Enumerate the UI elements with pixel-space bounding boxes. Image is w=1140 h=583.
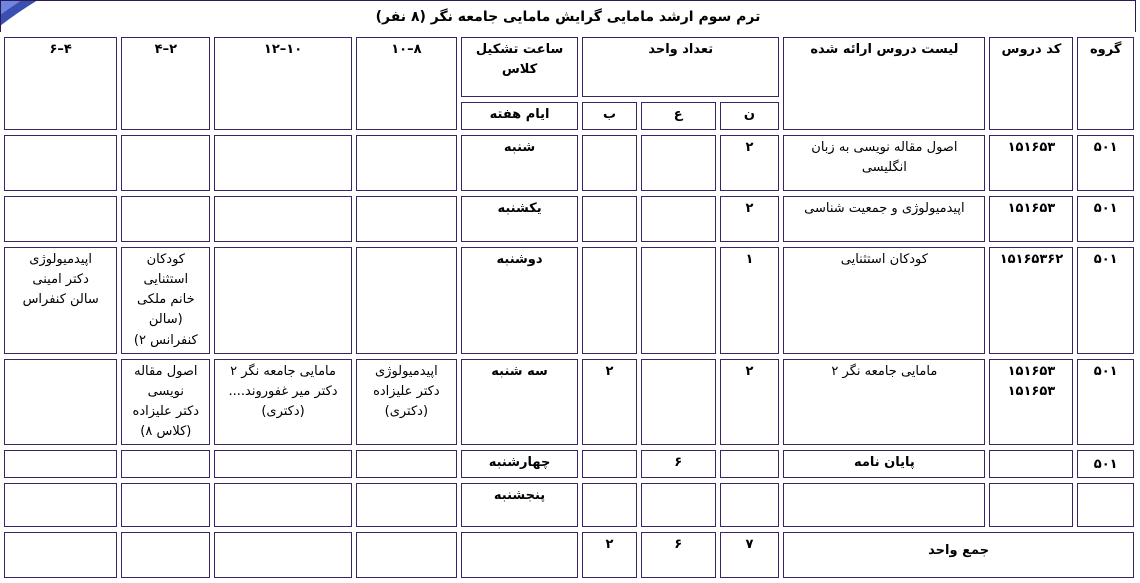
slot-10-12-cell [214, 450, 352, 478]
course-name-cell: اپیدمیولوژی و جمعیت شناسی [783, 196, 985, 242]
units-b-cell [582, 247, 637, 354]
header-course-list: لیست دروس ارائه شده [783, 37, 985, 130]
units-n-cell: ۱ [720, 247, 780, 354]
slot-10-12-cell [214, 247, 352, 354]
total-row [4, 532, 1134, 578]
header-time-8-10: ۸–۱۰ [356, 37, 457, 130]
header-units-n: ن [720, 102, 780, 130]
total-units-n: ۷ [720, 532, 780, 578]
units-n-cell: ۲ [720, 135, 780, 191]
total-units-a: ۶ [641, 532, 716, 578]
header-class-time: ساعت تشکیل کلاس [461, 37, 578, 97]
course-code-cell: ۱۵۱۶۵۳ [989, 135, 1073, 191]
group-cell: ۵۰۱ [1077, 247, 1134, 354]
units-b-cell [582, 483, 637, 527]
header-time-2-4: ۲–۴ [121, 37, 210, 130]
header-row [4, 37, 1134, 97]
slot-2-4-cell [121, 135, 210, 191]
units-n-cell: ۲ [720, 359, 780, 446]
units-a-cell [641, 483, 716, 527]
header-units-a: ع [641, 102, 716, 130]
units-b-cell: ۲ [582, 359, 637, 446]
units-a-cell [641, 135, 716, 191]
course-name-cell: پایان نامه [783, 450, 985, 478]
slot-4-6-cell [4, 450, 117, 478]
slot-4-6-cell [4, 135, 117, 191]
units-b-cell [582, 135, 637, 191]
slot-room: (دکتری) [261, 403, 305, 419]
slot-room: (کلاس ۸) [140, 424, 192, 440]
slot-room: (دکتری) [384, 403, 429, 419]
total-label: جمع واحد [783, 532, 1134, 578]
slot-course: اپیدمیولوژی [374, 363, 438, 379]
header-group: گروه [1077, 37, 1134, 130]
group-cell: ۵۰۱ [1077, 196, 1134, 242]
slot-10-12-cell [214, 196, 352, 242]
slot-course: اپیدمیولوژی [29, 252, 93, 267]
course-code-line: ۱۵۱۶۵۳ [1007, 363, 1056, 379]
slot-instructor: خانم ملکی [136, 292, 195, 308]
slot-instructor: دکتر امینی [32, 272, 89, 288]
course-name-cell: کودکان استثنایی [783, 247, 985, 354]
total-empty-cell [4, 532, 117, 578]
slot-room: (سالن کنفرانس ۲) [133, 312, 198, 348]
course-code-cell: ۱۵۱۶۵۳۶۲ [989, 247, 1073, 354]
units-n-cell: ۲ [720, 196, 780, 242]
group-cell: ۵۰۱ [1077, 135, 1134, 191]
table-row [4, 247, 1134, 354]
schedule-table [0, 32, 1138, 583]
slot-10-12-cell [214, 483, 352, 527]
header-units-b: ب [582, 102, 637, 130]
slot-2-4-cell [121, 196, 210, 242]
course-code-cell [989, 483, 1073, 527]
slot-2-4-cell [121, 483, 210, 527]
page-title: ترم سوم ارشد مامایی گرایش مامایی جامعه نگر (۸ نفر) [0, 0, 1136, 32]
header-weekdays: ایام هفته [461, 102, 578, 130]
slot-10-12-cell [214, 359, 352, 446]
slot-8-10-cell [356, 359, 457, 446]
table-row [4, 450, 1134, 478]
slot-instructor: دکتر علیزاده [373, 383, 440, 399]
course-code-cell [989, 359, 1073, 446]
course-code-cell: ۱۵۱۶۵۳ [989, 196, 1073, 242]
table-row [4, 135, 1134, 191]
units-b-cell [582, 450, 637, 478]
course-code-cell [989, 450, 1073, 478]
slot-8-10-cell [356, 483, 457, 527]
header-time-4-6: ۴–۶ [4, 37, 117, 130]
slot-4-6-cell [4, 247, 117, 354]
slot-10-12-cell [214, 135, 352, 191]
slot-course: کودکان استثنایی [143, 252, 189, 288]
group-cell [1077, 483, 1134, 527]
header-course-code: کد دروس [989, 37, 1073, 130]
group-cell: ۵۰۱ [1077, 450, 1134, 478]
group-cell: ۵۰۱ [1077, 359, 1134, 446]
day-cell: شنبه [461, 135, 578, 191]
course-name-cell [783, 483, 985, 527]
slot-8-10-cell [356, 247, 457, 354]
header-time-10-12: ۱۰–۱۲ [214, 37, 352, 130]
table-row [4, 196, 1134, 242]
units-a-cell [641, 196, 716, 242]
slot-2-4-cell [121, 359, 210, 446]
slot-8-10-cell [356, 450, 457, 478]
slot-instructor: دکتر علیزاده [132, 403, 200, 419]
slot-2-4-cell [121, 247, 210, 354]
day-cell: دوشنبه [461, 247, 578, 354]
slot-4-6-cell [4, 483, 117, 527]
slot-course: مامایی جامعه نگر ۲ [230, 363, 336, 379]
slot-instructor: دکتر میر غفوروند.... [228, 383, 338, 399]
units-a-cell [641, 247, 716, 354]
total-empty-cell [356, 532, 457, 578]
units-a-cell: ۶ [641, 450, 716, 478]
slot-course: اصول مقاله نویسی [134, 363, 198, 399]
slot-room: سالن کنفراس [22, 292, 99, 308]
total-empty-cell [461, 532, 578, 578]
day-cell: سه شنبه [461, 359, 578, 446]
units-n-cell [720, 450, 780, 478]
total-units-b: ۲ [582, 532, 637, 578]
day-cell: پنجشنبه [461, 483, 578, 527]
total-empty-cell [214, 532, 352, 578]
slot-4-6-cell [4, 359, 117, 446]
units-n-cell [720, 483, 780, 527]
slot-8-10-cell [356, 135, 457, 191]
course-name-cell: اصول مقاله نویسی به زبان انگلیسی [783, 135, 985, 191]
day-cell: چهارشنبه [461, 450, 578, 478]
header-units: تعداد واحد [582, 37, 779, 97]
day-cell: یکشنبه [461, 196, 578, 242]
slot-8-10-cell [356, 196, 457, 242]
table-row [4, 359, 1134, 446]
table-row [4, 483, 1134, 527]
units-b-cell [582, 196, 637, 242]
course-code-line: ۱۵۱۶۵۳ [1007, 383, 1056, 399]
course-name-cell: مامایی جامعه نگر ۲ [783, 359, 985, 446]
slot-2-4-cell [121, 450, 210, 478]
total-empty-cell [121, 532, 210, 578]
slot-4-6-cell [4, 196, 117, 242]
units-a-cell [641, 359, 716, 446]
